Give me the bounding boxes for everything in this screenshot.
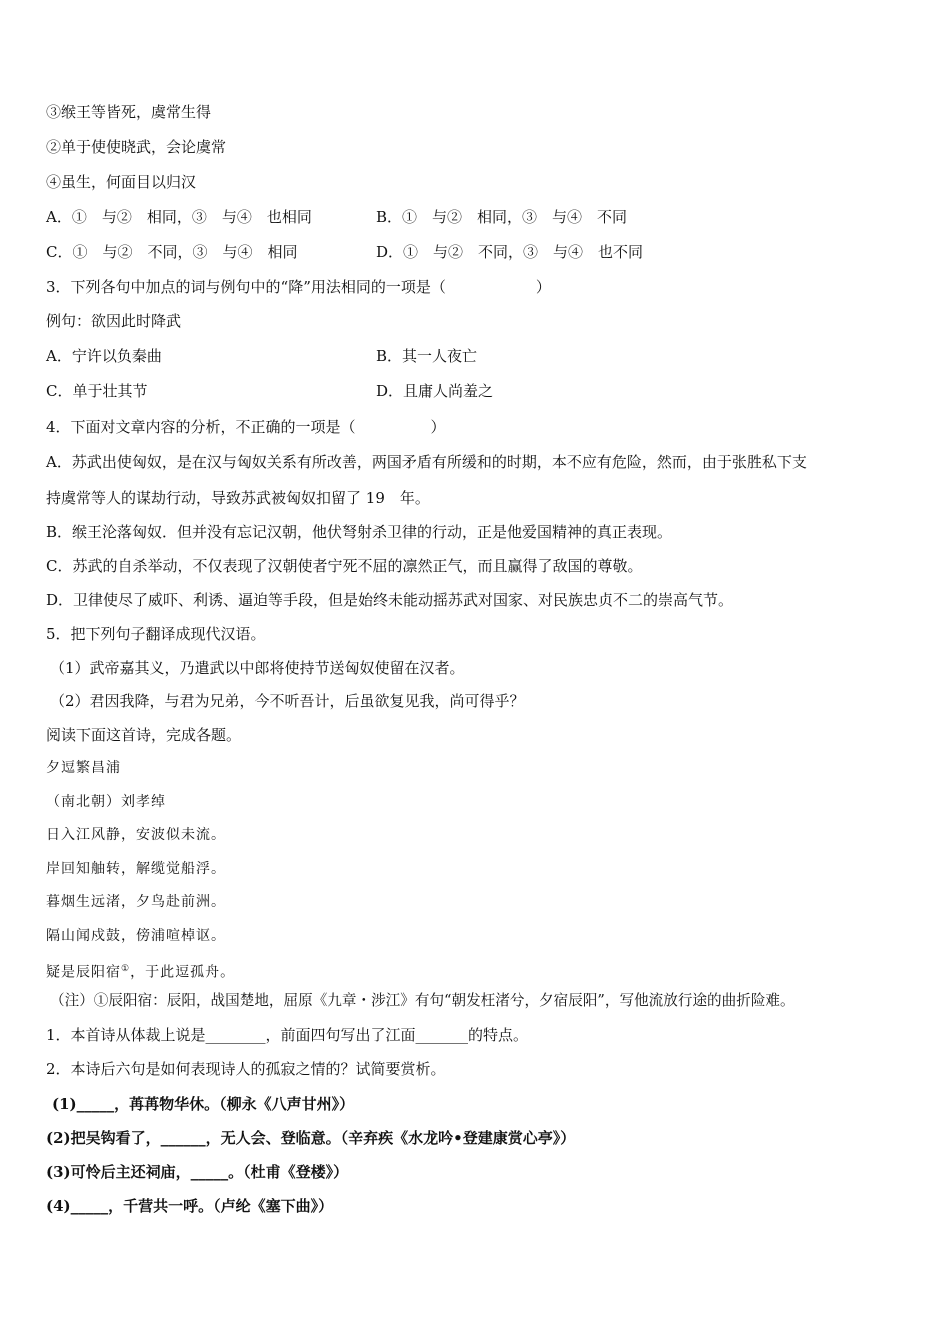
q5-stem: 5．把下列句子翻译成现代汉语。 (46, 625, 266, 643)
line-3: ④虽生，何面目以归汉 (46, 173, 197, 191)
line-2: ②单于使使晓武，会论虞常 (46, 138, 227, 156)
poem-line-3: 暮烟生远渚，夕鸟赴前洲。 (46, 894, 226, 910)
poem-line-2: 岸回知舳转，解缆觉船浮。 (46, 861, 226, 877)
poem-line-4: 隔山闻戍鼓，傍浦喧棹讴。 (46, 928, 226, 944)
q4-option-b: B．缑王沦落匈奴．但并没有忘记汉朝，他伏弩射杀卫律的行动，正是他爱国精神的真正表现。 (46, 523, 673, 541)
footnote-marker: ① (121, 964, 131, 974)
q4-option-a-line1: A．苏武出使匈奴，是在汉与匈奴关系有所改善，两国矛盾有所缓和的时期，本不应有危险，然而，由于张胜私下支 (46, 453, 807, 471)
fill-blank-2: (2)把吴钩看了，______，无人会、登临意。（辛弃疾《水龙吟•登建康赏心亭》） (46, 1129, 576, 1147)
poem-line-1: 日入江风静，安波似未流。 (46, 827, 226, 843)
line-1: ③缑王等皆死，虞常生得 (46, 103, 212, 121)
q3-example: 例句：欲因此时降武 (46, 312, 182, 330)
fill-blank-4: (4)_____，千营共一呼。（卢纶《塞下曲》） (46, 1197, 334, 1215)
q2-option-c: C．① 与② 不同，③ 与④ 相同 (46, 243, 298, 261)
q4-option-d: D．卫律使尽了威吓、利诱、逼迫等手段，但是始终未能动摇苏武对国家、对民族忠贞不二的崇高气节。 (46, 591, 734, 609)
poem-question-2: 2．本诗后六句是如何表现诗人的孤寂之情的？试简要赏析。 (46, 1060, 446, 1078)
fill-blank-1: (1)_____，苒苒物华休。（柳永《八声甘州》） (52, 1095, 355, 1113)
q3-option-c: C．单于壮其节 (46, 382, 148, 400)
q3-option-a: A．宁许以负秦曲 (46, 347, 162, 365)
q2-option-b: B．① 与② 相同，③ 与④ 不同 (376, 208, 628, 226)
poem-line-5 (46, 959, 235, 983)
poem-line-5-end: ，于此逗孤舟。 (130, 964, 236, 981)
q2-option-a: A．① 与② 相同，③ 与④ 也相同 (46, 208, 312, 226)
poem-note: （注）①辰阳宿：辰阳，战国楚地，屈原《九章・涉江》有句“朝发枉渚兮，夕宿辰阳”，写他流放行途的曲折险难。 (50, 992, 795, 1009)
q4-option-c: C．苏武的自杀举动，不仅表现了汉朝使者宁死不屈的凛然正气，而且赢得了敌国的尊敬。 (46, 557, 643, 575)
q2-option-d: D．① 与② 不同，③ 与④ 也不同 (376, 243, 644, 261)
poem-question-1: 1．本首诗从体裁上说是________，前面四句写出了江面_______的特点。 (46, 1026, 529, 1044)
poem-intro: 阅读下面这首诗，完成各题。 (46, 726, 242, 744)
poem-title: 夕逗繁昌浦 (46, 760, 121, 776)
q5-sentence-1: （1）武帝嘉其义，乃遣武以中郎将使持节送匈奴使留在汉者。 (50, 659, 465, 677)
q3-stem: 3．下列各句中加点的词与例句中的“降”用法相同的一项是（ ） (46, 278, 551, 296)
q3-option-d: D．且庸人尚羞之 (376, 382, 494, 400)
fill-blank-3: (3)可怜后主还祠庙，_____。（杜甫《登楼》） (46, 1163, 349, 1181)
poem-line-5-start: 疑是辰阳宿 (46, 964, 121, 981)
q3-option-b: B．其一人夜亡 (376, 347, 478, 365)
poem-author: （南北朝）刘孝绰 (46, 794, 166, 810)
q4-stem: 4．下面对文章内容的分析，不正确的一项是（ ） (46, 418, 446, 436)
q5-sentence-2: （2）君因我降，与君为兄弟，今不听吾计，后虽欲复见我，尚可得乎？ (50, 692, 525, 710)
q4-option-a-line2: 持虞常等人的谋劫行动，导致苏武被匈奴扣留了 19 年。 (46, 489, 430, 507)
